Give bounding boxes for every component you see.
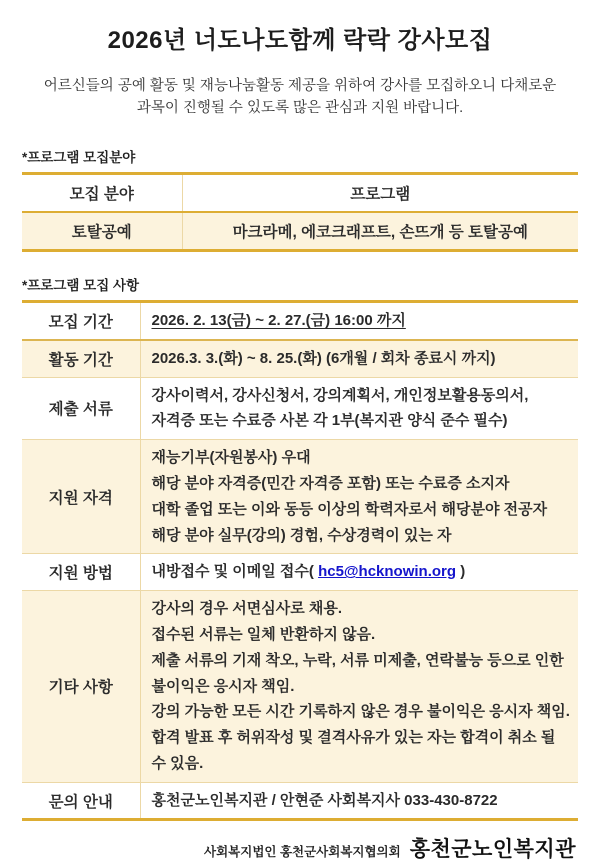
- table-row: [22, 212, 578, 251]
- table-header-row: [22, 173, 578, 212]
- value-line: 제출 서류의 기재 착오, 누락, 서류 미제출, 연락불능 등으로 인한 불이익은 응시자 책임.: [151, 651, 564, 695]
- field-cell: 토탈공예: [22, 212, 182, 251]
- row-value: [140, 782, 578, 820]
- apply-method-text: 내방접수 및 이메일 접수(: [151, 563, 319, 581]
- column-header-field: 모집 분야: [22, 173, 182, 212]
- row-value: [140, 591, 578, 783]
- row-label: 지원 자격: [22, 440, 140, 554]
- row-label: 지원 방법: [22, 554, 140, 591]
- column-header-program: 프로그램: [182, 173, 578, 212]
- email-link[interactable]: hc5@hcknowin.org: [318, 563, 457, 581]
- row-label: 모집 기간: [22, 301, 140, 339]
- row-label: 제출 서류: [22, 377, 140, 440]
- row-value: [140, 301, 578, 339]
- value-line: 강사이력서, 강사신청서, 강의계획서, 개인정보활용동의서, 자격증 또는 수료증 사본 각 1부(복지관 양식 준수 필수): [151, 386, 529, 430]
- value-line: 재능기부(자원봉사) 우대: [151, 449, 311, 467]
- value-line: 합격 발표 후 허위작성 및 결격사유가 있는 자는 합격이 취소 될 수 있음.: [151, 729, 556, 772]
- row-label: 활동 기간: [22, 340, 140, 377]
- value-line: 2026.3. 3.(화) ~ 8. 25.(화) (6개월 / 회차 종료시 까지): [151, 349, 496, 367]
- row-value: [140, 554, 578, 591]
- page-title: 2026년 너도나도함께 락락 강사모집: [107, 27, 493, 54]
- table-row: [22, 301, 578, 339]
- footer: [22, 833, 578, 863]
- row-value: [140, 340, 578, 377]
- section-heading-recruit-details: *프로그램 모집 사항: [22, 277, 140, 293]
- program-fields-table: [22, 172, 578, 252]
- row-value: [140, 440, 578, 554]
- footer-association-name: 사회복지법인 홍천군사회복지협의회: [204, 845, 401, 860]
- row-label: 문의 안내: [22, 782, 140, 820]
- value-line: 해당 분야 자격증(민간 자격증 포함) 또는 수료증 소지자: [151, 474, 510, 492]
- value-line: 홍천군노인복지관 / 안현준 사회복지사 033-430-8722: [151, 791, 498, 809]
- footer-center-name: 홍천군노인복지관: [409, 838, 576, 862]
- recruit-details-table: [22, 300, 578, 822]
- section-heading-program-fields: *프로그램 모집분야: [22, 149, 136, 165]
- value-line: 2026. 2. 13(금) ~ 2. 27.(금) 16:00 까지: [151, 311, 406, 329]
- row-label: 기타 사항: [22, 591, 140, 783]
- value-line: 접수된 서류는 일체 반환하지 않음.: [151, 625, 376, 643]
- table-row: [22, 782, 578, 820]
- table-row: [22, 377, 578, 440]
- value-line: 강사의 경우 서면심사로 채용.: [151, 600, 343, 618]
- intro-paragraph: 어르신들의 공예 활동 및 재능나눔활동 제공을 위하여 강사를 모집하오니 다채로운 과목이 진행될 수 있도록 많은 관심과 지원 바랍니다.: [43, 78, 557, 117]
- value-line: 대학 졸업 또는 이와 동등 이상의 학력자로서 해당분야 전공자: [151, 500, 548, 518]
- value-line: 해당 분야 실무(강의) 경험, 수상경력이 있는 자: [151, 526, 452, 544]
- apply-method-text: ): [456, 563, 466, 581]
- table-row: [22, 554, 578, 591]
- row-value: [140, 377, 578, 440]
- value-line: 강의 가능한 모든 시간 기록하지 않은 경우 불이익은 응시자 책임.: [151, 703, 570, 721]
- program-cell: 마크라메, 에코크래프트, 손뜨개 등 토탈공예: [182, 212, 578, 251]
- table-row: [22, 440, 578, 554]
- table-row: [22, 340, 578, 377]
- table-row: [22, 591, 578, 783]
